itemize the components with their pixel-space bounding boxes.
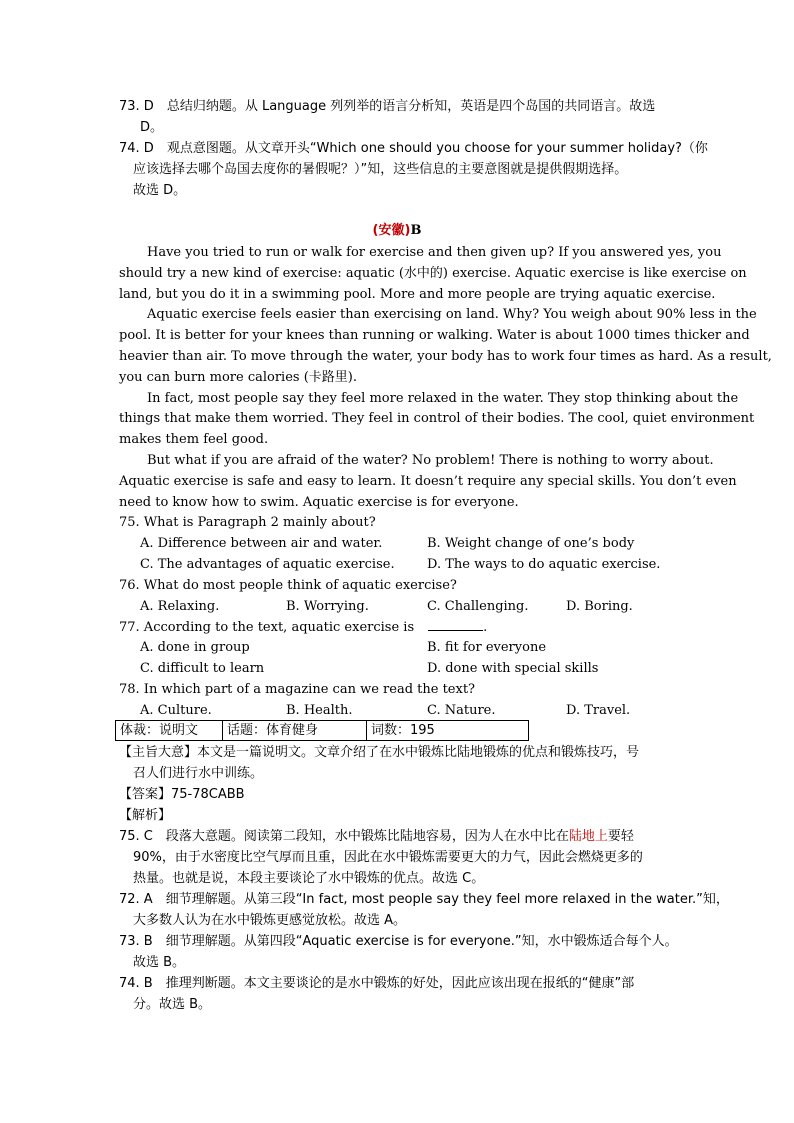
question-76-option-c: C. Challenging. [427, 599, 529, 614]
answer-74-line-1: 74. D 观点意图题。从文章开头“Which one should you choose for your summer holiday?（你 [119, 141, 708, 156]
passage-line: Aquatic exercise feels easier than exercising on land. Why? You weigh about 90% less in the [147, 307, 757, 322]
main-idea-line-1: 【主旨大意】本文是一篇说明文。文章介绍了在水中锻炼比陆地锻炼的优点和锻炼技巧，号 [119, 745, 640, 760]
question-75-option-a: A. Difference between air and water. [140, 536, 383, 551]
section-letter: B [410, 223, 422, 238]
explanation-73-line-1: 73. B 细节理解题。从第四段“Aquatic exercise is for everyone.”知，水中锻炼适合每个人。 [119, 934, 678, 949]
answer-74-line-3: 故选 D。 [133, 183, 187, 198]
main-idea-line-2: 召人们进行水中训练。 [133, 766, 264, 781]
question-78-option-b: B. Health. [286, 703, 353, 718]
explanation-75-highlight: 陆地上 [568, 829, 608, 844]
question-78-option-d: D. Travel. [566, 703, 631, 718]
question-75-stem: 75. What is Paragraph 2 mainly about? [119, 515, 376, 530]
question-75-option-b: B. Weight change of one’s body [427, 536, 635, 551]
info-table-topic: 话题：体育健身 [223, 721, 367, 740]
question-76-option-a: A. Relaxing. [140, 599, 220, 614]
explanation-75-line-2: 90%，由于水密度比空气厚而且重，因此在水中锻炼需要更大的力气，因此会燃烧更多的 [133, 850, 643, 865]
question-77-stem [119, 618, 487, 637]
explanation-72-line-1: 72. A 细节理解题。从第三段“In fact, most people say they feel more relaxed in the water.”知， [119, 892, 729, 907]
passage-line: you can burn more calories (卡路里). [119, 370, 357, 385]
passage-line: Have you tried to run or walk for exercise and then given up? If you answered yes, you [147, 245, 722, 260]
explanation-75-line-1 [119, 828, 634, 846]
passage-line: land, but you do it in a swimming pool. More and more people are trying aquatic exercise. [119, 287, 716, 302]
question-77-stem-end: . [483, 620, 488, 635]
info-table-genre: 体裁：说明文 [116, 721, 223, 740]
question-77-option-b: B. fit for everyone [427, 640, 547, 655]
explanation-72-line-2: 大多数人认为在水中锻炼更感觉放松。故选 A。 [133, 913, 407, 928]
answer-blank [428, 618, 483, 631]
explanation-74-line-1: 74. B 推理判断题。本文主要谈论的是水中锻炼的好处，因此应该出现在报纸的“健康”部 [119, 976, 635, 991]
section-heading [0, 222, 794, 240]
question-75-option-d: D. The ways to do aquatic exercise. [427, 557, 661, 572]
answer-key: 【答案】75-78CABB [119, 787, 245, 802]
question-77-option-c: C. difficult to learn [140, 661, 265, 676]
question-76-option-d: D. Boring. [566, 599, 633, 614]
info-table-word-count: 词数：195 [371, 723, 435, 738]
passage-line: In fact, most people say they feel more relaxed in the water. They stop thinking about the [147, 391, 739, 406]
explanation-75-text-b: 要轻 [607, 829, 634, 844]
passage-line: things that make them worried. They feel in control of their bodies. The cool, quiet environment [119, 411, 755, 426]
explanation-75-line-3: 热量。也就是说，本段主要谈论了水中锻炼的优点。故选 C。 [133, 871, 485, 886]
question-76-stem: 76. What do most people think of aquatic exercise? [119, 578, 457, 593]
passage-line: should try a new kind of exercise: aquatic (水中的) exercise. Aquatic exercise is like exercise on [119, 266, 747, 281]
explanation-74-line-2: 分。故选 B。 [133, 997, 212, 1012]
question-78-stem: 78. In which part of a magazine can we read the text? [119, 682, 476, 697]
question-77-option-d: D. done with special skills [427, 661, 599, 676]
passage-line: need to know how to swim. Aquatic exercise is for everyone. [119, 495, 519, 510]
passage-line: pool. It is better for your knees than running or walking. Water is about 1000 times thicker and [119, 328, 750, 343]
explanation-75-text-a: 75. C 段落大意题。阅读第二段知，水中锻炼比陆地容易，因为人在水中比在 [119, 829, 569, 844]
analysis-label: 【解析】 [119, 808, 172, 823]
question-78-option-a: A. Culture. [140, 703, 212, 718]
question-77-stem-text: 77. According to the text, aquatic exercise is [119, 620, 415, 635]
explanation-73-line-2: 故选 B。 [133, 955, 186, 970]
answer-73-line-1: 73. D 总结归纳题。从 Language 列列举的语言分析知，英语是四个岛国的共同语言。故选 [119, 99, 656, 114]
passage-line: heavier than air. To move through the water, your body has to work four times as hard. As a result, [119, 349, 772, 364]
passage-line: But what if you are afraid of the water? No problem! There is nothing to worry about. [147, 453, 714, 468]
question-76-option-b: B. Worrying. [286, 599, 369, 614]
question-77-option-a: A. done in group [140, 640, 250, 655]
answer-73-line-2: D。 [140, 120, 164, 135]
question-78-option-c: C. Nature. [427, 703, 496, 718]
passage-line: makes them feel good. [119, 432, 269, 447]
info-table [115, 720, 529, 741]
passage-line: Aquatic exercise is safe and easy to learn. It doesn’t require any special skills. You don’t even [119, 474, 737, 489]
answer-74-line-2: 应该选择去哪个岛国去度你的暑假呢？）”知，这些信息的主要意图就是提供假期选择。 [133, 162, 628, 177]
question-75-option-c: C. The advantages of aquatic exercise. [140, 557, 395, 572]
section-region: (安徽) [372, 223, 411, 238]
